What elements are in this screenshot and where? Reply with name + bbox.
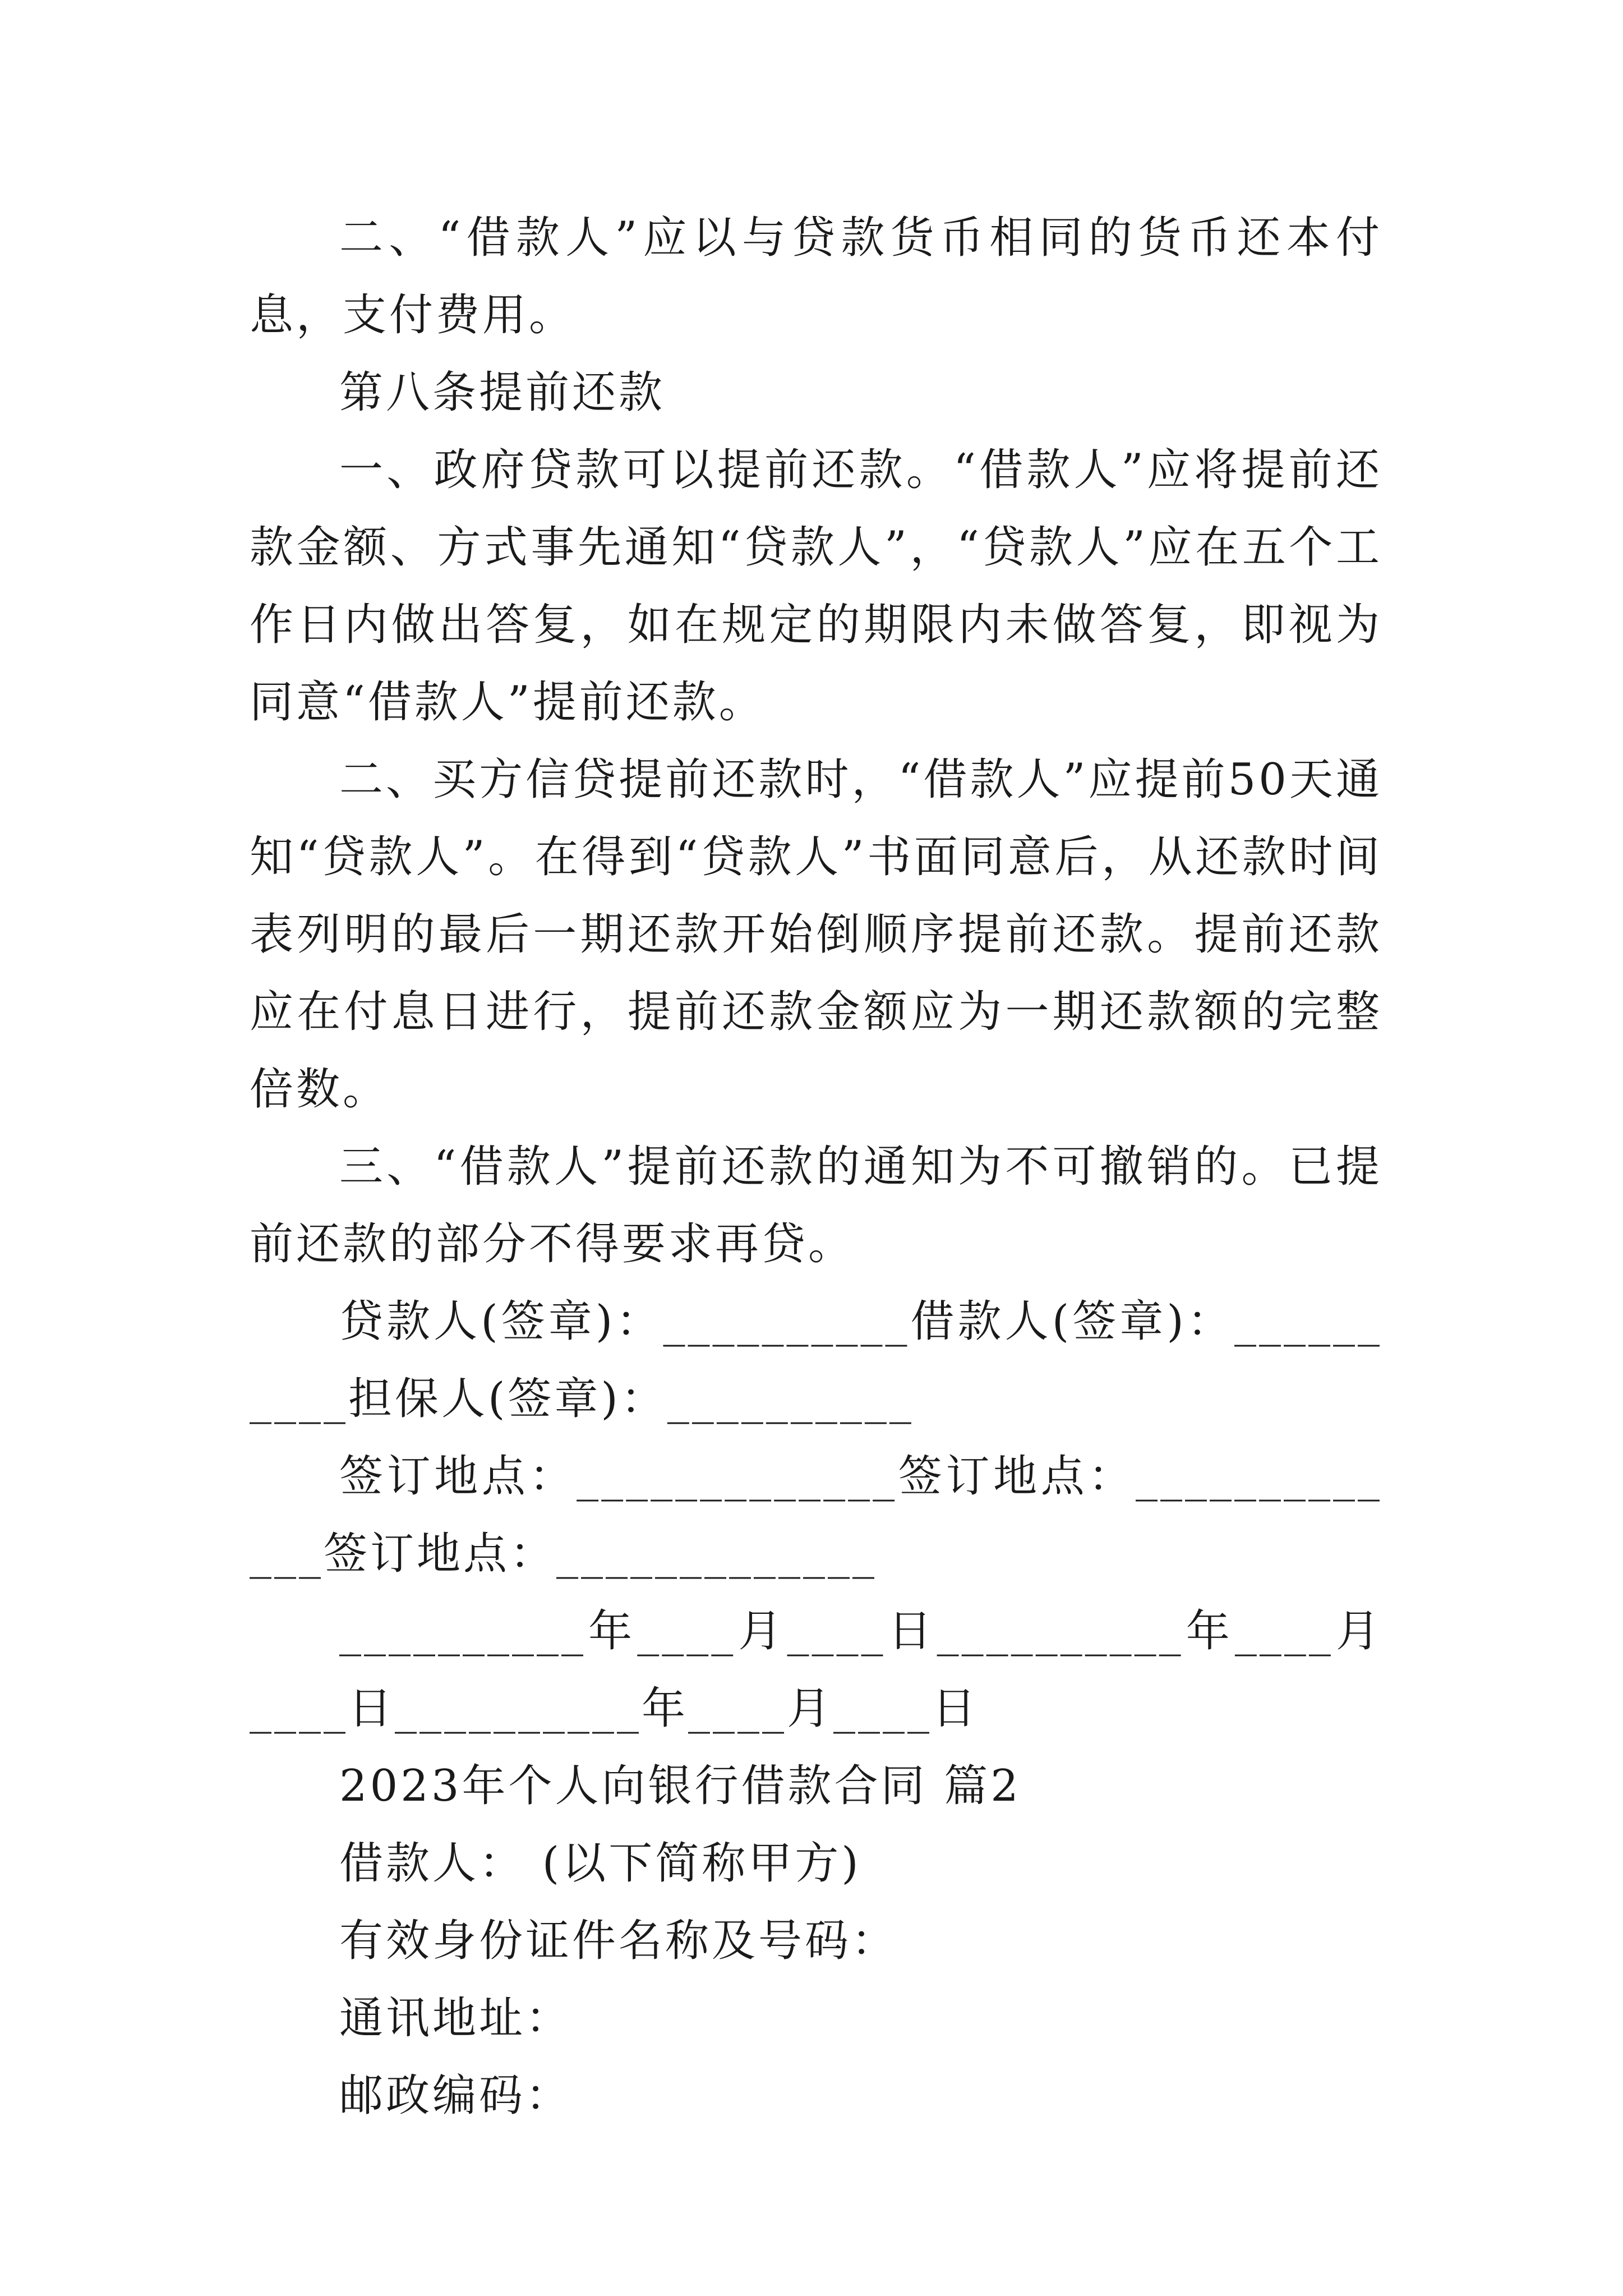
paragraph-buyer-credit-prepayment: 二、买方信贷提前还款时，“借款人”应提前50天通知“贷款人”。在得到“贷款人”书面同意后，从还款时间表列明的最后一期还款开始倒顺序提前还款。提前还款应在付息日进行，提前还款金额应为一期还款额的完整倍数。 (250, 754, 1382, 1115)
postal-code-field: 邮政编码： (339, 2070, 573, 2121)
signing-date-line: __________年____月____日__________年____月____日__________年____月____日 (250, 1606, 1382, 1734)
signature-line: 贷款人(签章)：__________借款人(签章)：__________担保人(签章)：__________ (250, 1296, 1382, 1424)
document-body (250, 199, 1382, 2134)
paragraph-government-loan-prepayment: 一、政府贷款可以提前还款。“借款人”应将提前还款金额、方式事先通知“贷款人”，“贷款人”应在五个工作日内做出答复，如在规定的期限内未做答复，即视为同意“借款人”提前还款。 (250, 445, 1382, 728)
mailing-address-field: 通讯地址： (339, 1993, 573, 2044)
id-document-field: 有效身份证件名称及号码： (339, 1916, 898, 1966)
paragraph-repayment-currency: 二、“借款人”应以与贷款货币相同的货币还本付息，支付费用。 (250, 213, 1382, 341)
paragraph-irrevocable-notice: 三、“借款人”提前还款的通知为不可撤销的。已提前还款的部分不得要求再贷。 (250, 1142, 1382, 1269)
contract-title-part2: 2023年个人向银行借款合同 篇2 (339, 1761, 1021, 1811)
borrower-field: 借款人： (以下简称甲方) (339, 1838, 861, 1889)
signing-place-line: 签订地点：_____________签订地点：_____________签订地点：_____________ (250, 1451, 1382, 1579)
article-eight-heading: 第八条提前还款 (339, 367, 666, 418)
